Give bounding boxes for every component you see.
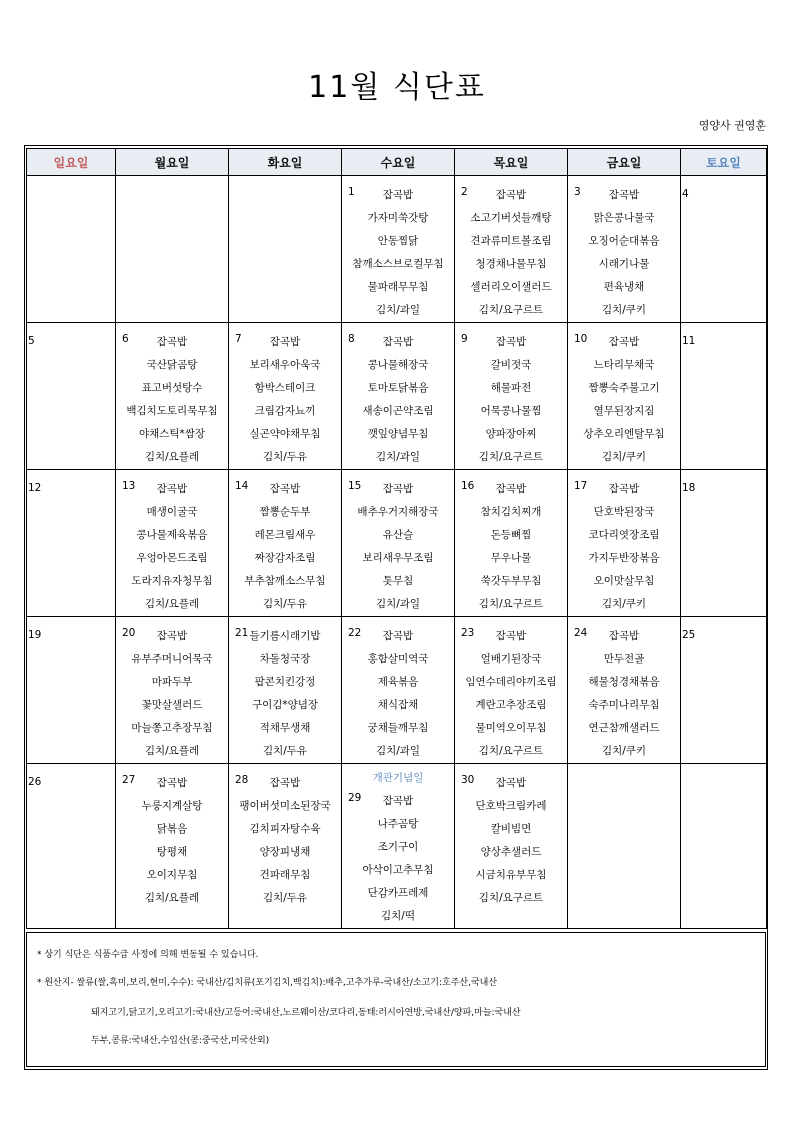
menu-item: 참치김치찌개 (480, 506, 542, 518)
day-cell (681, 764, 767, 929)
menu-item: 닭볶음 (156, 823, 188, 835)
day-number: 28 (235, 774, 249, 786)
menu-item: 팝콘치킨강정 (254, 676, 316, 688)
menu-rice: 잡곡밥 (382, 483, 414, 495)
menu-rice: 잡곡밥 (269, 777, 301, 789)
day-number: 8 (348, 333, 355, 345)
menu-item: 야채스틱*쌈장 (138, 428, 206, 440)
day-cell (229, 176, 342, 323)
day-number: 21 (235, 627, 249, 639)
menu-rice: 잡곡밥 (608, 189, 640, 201)
menu-item: 해물청경채볶음 (588, 676, 660, 688)
menu-item: 어묵콩나물찜 (480, 405, 542, 417)
day-cell (229, 617, 342, 764)
day-cell (342, 470, 455, 617)
day-number: 13 (122, 480, 136, 492)
menu-item: 김치/요플레 (144, 598, 200, 610)
day-number: 10 (574, 333, 588, 345)
day-cell (229, 764, 342, 929)
menu-rice: 잡곡밥 (608, 336, 640, 348)
note-origin: * 원산지- 쌀류(쌀,흑미,보리,현미,수수): 국내산/김치류(포기김치,백김치):배추,고추가루-국내산/소고기:호주산,국내산 (37, 978, 498, 988)
day-content (568, 470, 680, 616)
menu-item: 김치/쿠키 (601, 451, 647, 463)
day-content (116, 176, 228, 184)
menu-item: 김치피자탕수육 (249, 823, 321, 835)
day-content (455, 617, 567, 763)
menu-item: 무우나물 (490, 552, 532, 564)
day-cell (342, 176, 455, 323)
menu-item: 물미역오이무침 (475, 722, 547, 734)
menu-rice: 잡곡밥 (495, 189, 527, 201)
menu-item: 계란고추장조림 (475, 699, 547, 711)
page-title: 11월 식단표 (308, 70, 486, 105)
menu-item: 마늘쫑고추장무침 (131, 722, 213, 734)
day-content (455, 176, 567, 322)
day-cell (455, 470, 568, 617)
menu-item: 꽃맛살샐러드 (141, 699, 203, 711)
day-cell (116, 617, 229, 764)
menu-item: 셀러리오이샐러드 (470, 281, 552, 293)
menu-rice: 들기름시래기밥 (249, 630, 321, 642)
day-content (229, 176, 341, 184)
menu-item: 상추오리엔탈무침 (583, 428, 665, 440)
menu-item: 가자미쑥갓탕 (367, 212, 429, 224)
menu-item: 매생이굴국 (146, 506, 198, 518)
menu-item: 백김치도토리묵무침 (126, 405, 218, 417)
day-number: 17 (574, 480, 588, 492)
day-cell (116, 764, 229, 929)
menu-item: 김치/떡 (381, 910, 415, 922)
menu-item: 아삭이고추무침 (362, 864, 434, 876)
menu-item: 궁채들깨무침 (367, 722, 429, 734)
menu-item: 김치/과일 (375, 304, 421, 316)
week-row (27, 323, 767, 470)
menu-item: 오이맛살무침 (593, 575, 655, 587)
day-content (568, 617, 680, 763)
day-number: 26 (28, 776, 42, 788)
menu-item: 보리새우아욱국 (249, 359, 321, 371)
header-tuesday: 화요일 (229, 149, 342, 176)
menu-item: 오징어순대볶음 (588, 235, 660, 247)
week-row (27, 176, 767, 323)
menu-item: 실곤약야채무침 (249, 428, 321, 440)
day-cell (568, 176, 681, 323)
day-content (229, 617, 341, 763)
day-cell (681, 617, 767, 764)
day-cell (229, 323, 342, 470)
menu-item: 단감카프레제 (367, 887, 429, 899)
menu-item: 느타리무채국 (593, 359, 655, 371)
header-monday: 월요일 (116, 149, 229, 176)
menu-item: 안동찜닭 (377, 235, 419, 247)
day-content (116, 764, 228, 910)
day-number: 9 (461, 333, 468, 345)
menu-rice: 잡곡밥 (495, 630, 527, 642)
day-number: 2 (461, 186, 468, 198)
menu-item: 연근참깨샐러드 (588, 722, 660, 734)
menu-item: 코다리엿장조림 (588, 529, 660, 541)
menu-rice: 잡곡밥 (382, 630, 414, 642)
menu-item: 김치/요플레 (144, 451, 200, 463)
menu-rice: 잡곡밥 (156, 336, 188, 348)
menu-item: 짜장감자조림 (254, 552, 316, 564)
note-change: * 상기 식단은 식품수급 사정에 의해 변동될 수 있습니다. (37, 950, 259, 960)
note-origin-tofu: 두부,콩류:국내산,수입산(콩:중국산,미국산외) (91, 1036, 270, 1046)
menu-item: 부추참깨소스무침 (244, 575, 326, 587)
menu-item: 김치/요플레 (144, 745, 200, 757)
day-content (342, 470, 454, 616)
day-cell (229, 470, 342, 617)
menu-item: 우엉아몬드조림 (136, 552, 208, 564)
menu-item: 숙주미나리무침 (588, 699, 660, 711)
week-row (27, 617, 767, 764)
menu-rice: 잡곡밥 (495, 483, 527, 495)
menu-item: 해물파전 (490, 382, 532, 394)
menu-item: 맑은콩나물국 (593, 212, 655, 224)
menu-rice: 잡곡밥 (156, 630, 188, 642)
day-number: 30 (461, 774, 475, 786)
day-content (27, 617, 115, 641)
menu-item: 차돌청국장 (259, 653, 311, 665)
menu-item: 김치/요플레 (144, 892, 200, 904)
menu-item: 깻잎양념무침 (367, 428, 429, 440)
day-content (27, 470, 115, 494)
menu-item: 김치/두유 (262, 598, 308, 610)
menu-item: 김치/요구르트 (478, 451, 544, 463)
day-content (681, 470, 766, 494)
menu-item: 참깨소스브로컬무침 (352, 258, 444, 270)
day-cell (116, 176, 229, 323)
menu-item: 새송이곤약조림 (362, 405, 434, 417)
menu-item: 배추우거지해장국 (357, 506, 439, 518)
menu-rice: 잡곡밥 (382, 336, 414, 348)
menu-item: 갈비젓국 (490, 359, 532, 371)
day-content (229, 764, 341, 910)
menu-item: 조기구이 (377, 841, 419, 853)
header-wednesday: 수요일 (342, 149, 455, 176)
header-sunday: 일요일 (27, 149, 116, 176)
menu-item: 함박스테이크 (254, 382, 316, 394)
menu-item: 단호박크림카레 (475, 800, 547, 812)
day-number: 6 (122, 333, 129, 345)
menu-item: 탕평채 (156, 846, 188, 858)
menu-item: 견과류미트볼조림 (470, 235, 552, 247)
menu-item: 김치/요구르트 (478, 745, 544, 757)
menu-item: 채식잡채 (377, 699, 419, 711)
menu-item: 톳무침 (382, 575, 414, 587)
menu-item: 돈등뼈찜 (490, 529, 532, 541)
day-content (455, 470, 567, 616)
day-content (342, 176, 454, 322)
day-cell (342, 764, 455, 929)
day-number: 25 (682, 629, 696, 641)
menu-rice: 잡곡밥 (269, 483, 301, 495)
day-content (681, 617, 766, 641)
day-number: 15 (348, 480, 362, 492)
menu-item: 표고버섯탕수 (141, 382, 203, 394)
day-cell (455, 764, 568, 929)
day-cell (568, 323, 681, 470)
menu-rice: 잡곡밥 (156, 777, 188, 789)
menu-item: 김치/두유 (262, 892, 308, 904)
menu-item: 유산슬 (382, 529, 414, 541)
menu-item: 양장피냉채 (259, 846, 311, 858)
day-number: 16 (461, 480, 475, 492)
day-content (568, 323, 680, 469)
menu-item: 국산닭곰탕 (146, 359, 198, 371)
day-content (342, 617, 454, 763)
menu-item: 짬뽕숙주불고기 (588, 382, 660, 394)
menu-rice: 잡곡밥 (269, 336, 301, 348)
menu-item: 적채무생채 (259, 722, 311, 734)
special-day-label: 개관기념일 (372, 772, 424, 784)
day-cell (27, 176, 116, 323)
day-content (681, 176, 766, 200)
day-content (116, 323, 228, 469)
day-cell (568, 617, 681, 764)
menu-item: 단호박된장국 (593, 506, 655, 518)
menu-item: 양파장아찌 (485, 428, 537, 440)
menu-item: 크림감자뇨끼 (254, 405, 316, 417)
day-number: 7 (235, 333, 242, 345)
menu-item: 오이지무침 (146, 869, 198, 881)
menu-item: 편육냉채 (603, 281, 645, 293)
menu-item: 임연수데리야끼조림 (465, 676, 557, 688)
weekday-header-row (27, 149, 767, 176)
menu-item: 소고기버섯들깨탕 (470, 212, 552, 224)
menu-item: 시금치유부무침 (475, 869, 547, 881)
menu-item: 김치/쿠키 (601, 304, 647, 316)
day-number: 19 (28, 629, 42, 641)
menu-item: 청경채나물무침 (475, 258, 547, 270)
day-cell (27, 617, 116, 764)
day-number: 4 (682, 188, 689, 200)
menu-item: 물파래무무침 (367, 281, 429, 293)
day-number: 22 (348, 627, 362, 639)
menu-rice: 잡곡밥 (495, 336, 527, 348)
day-content (116, 470, 228, 616)
day-content (455, 323, 567, 469)
day-cell (455, 176, 568, 323)
day-cell (455, 617, 568, 764)
menu-item: 보리새우무조림 (362, 552, 434, 564)
day-number: 20 (122, 627, 136, 639)
menu-item: 김치/과일 (375, 745, 421, 757)
menu-rice: 잡곡밥 (382, 795, 414, 807)
day-cell (455, 323, 568, 470)
header-thursday: 목요일 (455, 149, 568, 176)
day-cell (681, 323, 767, 470)
menu-rice: 잡곡밥 (608, 483, 640, 495)
menu-item: 김치/요구르트 (478, 598, 544, 610)
menu-item: 콩나물해장국 (367, 359, 429, 371)
day-number: 27 (122, 774, 136, 786)
day-number: 1 (348, 186, 355, 198)
week-row (27, 470, 767, 617)
menu-rice: 잡곡밥 (608, 630, 640, 642)
menu-item: 시래기나물 (598, 258, 650, 270)
day-content (342, 323, 454, 469)
menu-rice: 잡곡밥 (495, 777, 527, 789)
day-number: 29 (348, 792, 362, 804)
day-number: 23 (461, 627, 475, 639)
day-number: 11 (682, 335, 696, 347)
menu-item: 김치/요구르트 (478, 304, 544, 316)
menu-item: 김치/두유 (262, 745, 308, 757)
menu-calendar (26, 148, 767, 929)
menu-item: 도라지유자청무침 (131, 575, 213, 587)
menu-item: 김치/쿠키 (601, 745, 647, 757)
day-cell (568, 764, 681, 929)
day-cell (27, 470, 116, 617)
day-cell (27, 323, 116, 470)
day-cell (116, 323, 229, 470)
menu-item: 양상추샐러드 (480, 846, 542, 858)
menu-rice: 잡곡밥 (382, 189, 414, 201)
day-content (229, 470, 341, 616)
day-content (681, 323, 766, 347)
menu-item: 누룽지계살탕 (141, 800, 203, 812)
day-number: 12 (28, 482, 42, 494)
menu-item: 만두전골 (603, 653, 645, 665)
day-content (568, 176, 680, 322)
day-cell (116, 470, 229, 617)
menu-item: 열무된장지짐 (593, 405, 655, 417)
menu-item: 마파두부 (151, 676, 193, 688)
week-row (27, 764, 767, 929)
day-content (229, 323, 341, 469)
menu-item: 김치/두유 (262, 451, 308, 463)
dietitian-name: 영양사 권영훈 (698, 119, 766, 132)
day-number: 18 (682, 482, 696, 494)
menu-item: 제육볶음 (377, 676, 419, 688)
menu-item: 레몬크림새우 (254, 529, 316, 541)
day-content (455, 764, 567, 910)
menu-item: 구이김*양념장 (251, 699, 319, 711)
day-content (342, 764, 454, 928)
header-friday: 금요일 (568, 149, 681, 176)
day-content (116, 617, 228, 763)
day-cell (681, 470, 767, 617)
menu-item: 쑥갓두부무침 (480, 575, 542, 587)
menu-item: 얼배기된장국 (480, 653, 542, 665)
day-cell (681, 176, 767, 323)
day-number: 24 (574, 627, 588, 639)
menu-item: 김치/과일 (375, 451, 421, 463)
day-cell (342, 617, 455, 764)
day-content (27, 764, 115, 788)
note-origin-meat: 돼지고기,닭고기,오리고기:국내산/고등어:국내산,노르웨이산/코다리,동태:러시아연방,국내산/양파,마늘:국내산 (91, 1008, 521, 1018)
menu-item: 김치/요구르트 (478, 892, 544, 904)
menu-item: 나주곰탕 (377, 818, 419, 830)
menu-item: 홍합살미역국 (367, 653, 429, 665)
day-cell (568, 470, 681, 617)
menu-item: 김치/과일 (375, 598, 421, 610)
day-content (27, 176, 115, 184)
day-number: 5 (28, 335, 35, 347)
day-cell (27, 764, 116, 929)
menu-item: 짬뽕순두부 (259, 506, 311, 518)
day-content (27, 323, 115, 347)
menu-item: 가지두반장볶음 (588, 552, 660, 564)
menu-rice: 잡곡밥 (156, 483, 188, 495)
day-content (568, 764, 680, 772)
menu-item: 팽이버섯미소된장국 (239, 800, 331, 812)
menu-item: 토마토닭볶음 (367, 382, 429, 394)
menu-item: 김치/쿠키 (601, 598, 647, 610)
day-number: 3 (574, 186, 581, 198)
day-cell (342, 323, 455, 470)
day-number: 14 (235, 480, 249, 492)
day-content (681, 764, 766, 772)
menu-item: 건파래무침 (259, 869, 311, 881)
menu-item: 유부주머니어묵국 (131, 653, 213, 665)
notes-box (26, 932, 766, 1067)
menu-item: 콩나물제육볶음 (136, 529, 208, 541)
header-saturday: 토요일 (681, 149, 767, 176)
menu-item: 칼비빔면 (490, 823, 532, 835)
